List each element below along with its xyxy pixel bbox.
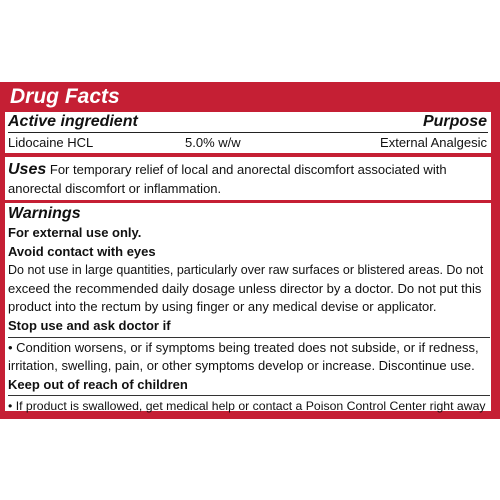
uses-section xyxy=(8,160,488,198)
drug-facts-label xyxy=(0,82,500,419)
warning-line: exceed the recommended daily dosage unless director by a doctor. Do not put this xyxy=(8,280,482,296)
warnings-body xyxy=(8,224,490,416)
purpose-heading: Purpose xyxy=(422,113,487,130)
avoid-eyes-text: Avoid contact with eyes xyxy=(8,243,156,259)
heading-divider xyxy=(8,132,488,133)
warnings-heading: Warnings xyxy=(8,205,81,222)
children-heading: Keep out of reach of children xyxy=(8,376,188,392)
active-ingredient-heading: Active ingredient xyxy=(8,113,138,130)
warning-line: product into the rectum by using finger or any medical devise or applicator. xyxy=(8,299,437,315)
warning-line: Do not use in large quantities, particularly over raw surfaces or blistered areas. Do not xyxy=(8,263,484,278)
uses-heading: Uses xyxy=(8,161,47,178)
ingredient-name: Lidocaine HCL xyxy=(8,135,94,150)
children-warning-text: • If product is swallowed, get medical help or contact a Poison Control Center right away xyxy=(8,399,486,414)
warnings-panel xyxy=(5,203,491,414)
stop-use-heading: Stop use and ask doctor if xyxy=(8,317,171,333)
active-ingredient-panel xyxy=(5,112,491,153)
stop-use-line: • Condition worsens, or if symptoms being treated does not subside, or if redness, xyxy=(8,339,479,355)
stop-use-line: irritation, swelling, pain, or other symptoms develop or increase. Discontinue use. xyxy=(8,358,475,374)
external-use-text: For external use only. xyxy=(8,225,142,240)
uses-text: For temporary relief of local and anorectal discomfort associated with anorectal discomfort or inflammation. xyxy=(8,162,447,196)
section-divider xyxy=(8,337,490,338)
drug-facts-title: Drug Facts xyxy=(10,85,120,108)
ingredient-strength: 5.0% w/w xyxy=(185,135,241,150)
ingredient-purpose: External Analgesic xyxy=(380,135,487,150)
uses-panel xyxy=(5,157,491,200)
section-divider xyxy=(8,395,490,396)
